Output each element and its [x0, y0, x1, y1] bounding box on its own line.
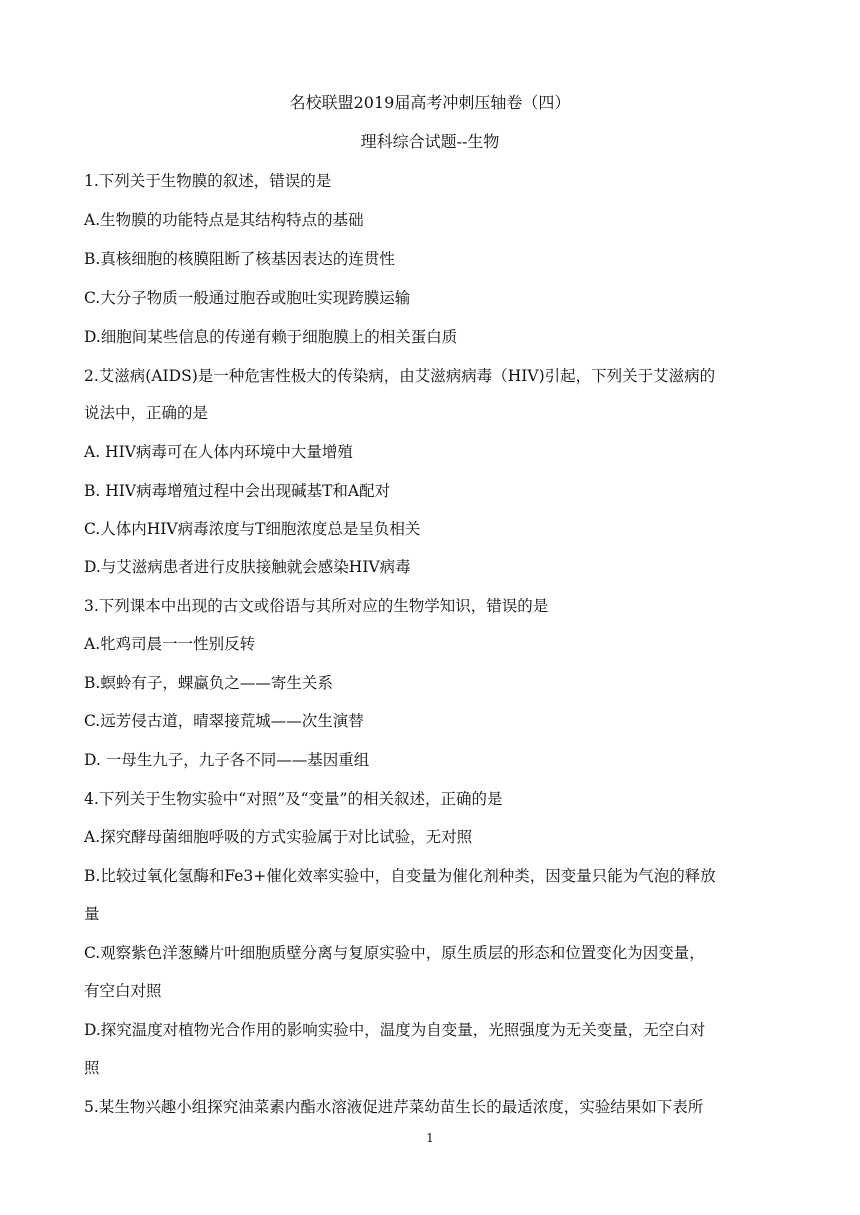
text-line: D.与艾滋病患者进行皮肤接触就会感染HIV病毒: [84, 558, 411, 576]
text-line: C.远芳侵古道，晴翠接荒城——次生演替: [84, 712, 364, 730]
text-line: 有空白对照: [84, 982, 162, 1000]
text-line: 4.下列关于生物实验中“对照”及“变量”的相关叙述，正确的是: [84, 790, 503, 808]
text-line: C.大分子物质一般通过胞吞或胞吐实现跨膜运输: [84, 289, 411, 307]
text-line: 说法中，正确的是: [84, 404, 209, 422]
text-line: A.探究酵母菌细胞呼吸的方式实验属于对比试验，无对照: [84, 828, 473, 846]
text-line: A.生物膜的功能特点是其结构特点的基础: [84, 211, 364, 229]
text-line: B.比较过氧化氢酶和Fe3+催化效率实验中，自变量为催化剂种类，因变量只能为气泡的释放: [84, 867, 716, 885]
text-line: 5.某生物兴趣小组探究油菜素内酯水溶液促进芹菜幼苗生长的最适浓度，实验结果如下表所: [84, 1098, 704, 1116]
text-line: D. 一母生九子，九子各不同——基因重组: [84, 751, 370, 769]
text-line: 量: [84, 905, 100, 923]
text-line: A.牝鸡司晨一一性别反转: [84, 635, 256, 653]
text-line: A. HIV病毒可在人体内环境中大量增殖: [84, 443, 353, 461]
text-line: 3.下列课本中出现的古文或俗语与其所对应的生物学知识，错误的是: [84, 597, 549, 615]
text-line: B.真核细胞的核膜阻断了核基因表达的连贯性: [84, 250, 395, 268]
page-subtitle: 理科综合试题--生物: [360, 132, 500, 151]
text-line: B.螟蛉有子，蜾蠃负之——寄生关系: [84, 674, 333, 692]
text-line: D.探究温度对植物光合作用的影响实验中，温度为自变量，光照强度为无关变量，无空白对: [84, 1021, 706, 1039]
page-number: 1: [426, 1131, 434, 1145]
text-line: 照: [84, 1059, 100, 1077]
text-line: 1.下列关于生物膜的叙述，错误的是: [84, 172, 332, 190]
text-line: D.细胞间某些信息的传递有赖于细胞膜上的相关蛋白质: [84, 328, 458, 346]
page-title: 名校联盟2019届高考冲刺压轴卷（四）: [289, 93, 571, 112]
text-line: C.观察紫色洋葱鳞片叶细胞质壁分离与复原实验中，原生质层的形态和位置变化为因变量，: [84, 944, 705, 962]
text-line: C.人体内HIV病毒浓度与T细胞浓度总是呈负相关: [84, 520, 421, 538]
text-line: B. HIV病毒增殖过程中会出现碱基T和A配对: [84, 482, 391, 500]
text-line: 2.艾滋病(AIDS)是一种危害性极大的传染病，由艾滋病病毒（HIV)引起，下列关于艾滋病的: [84, 367, 716, 385]
